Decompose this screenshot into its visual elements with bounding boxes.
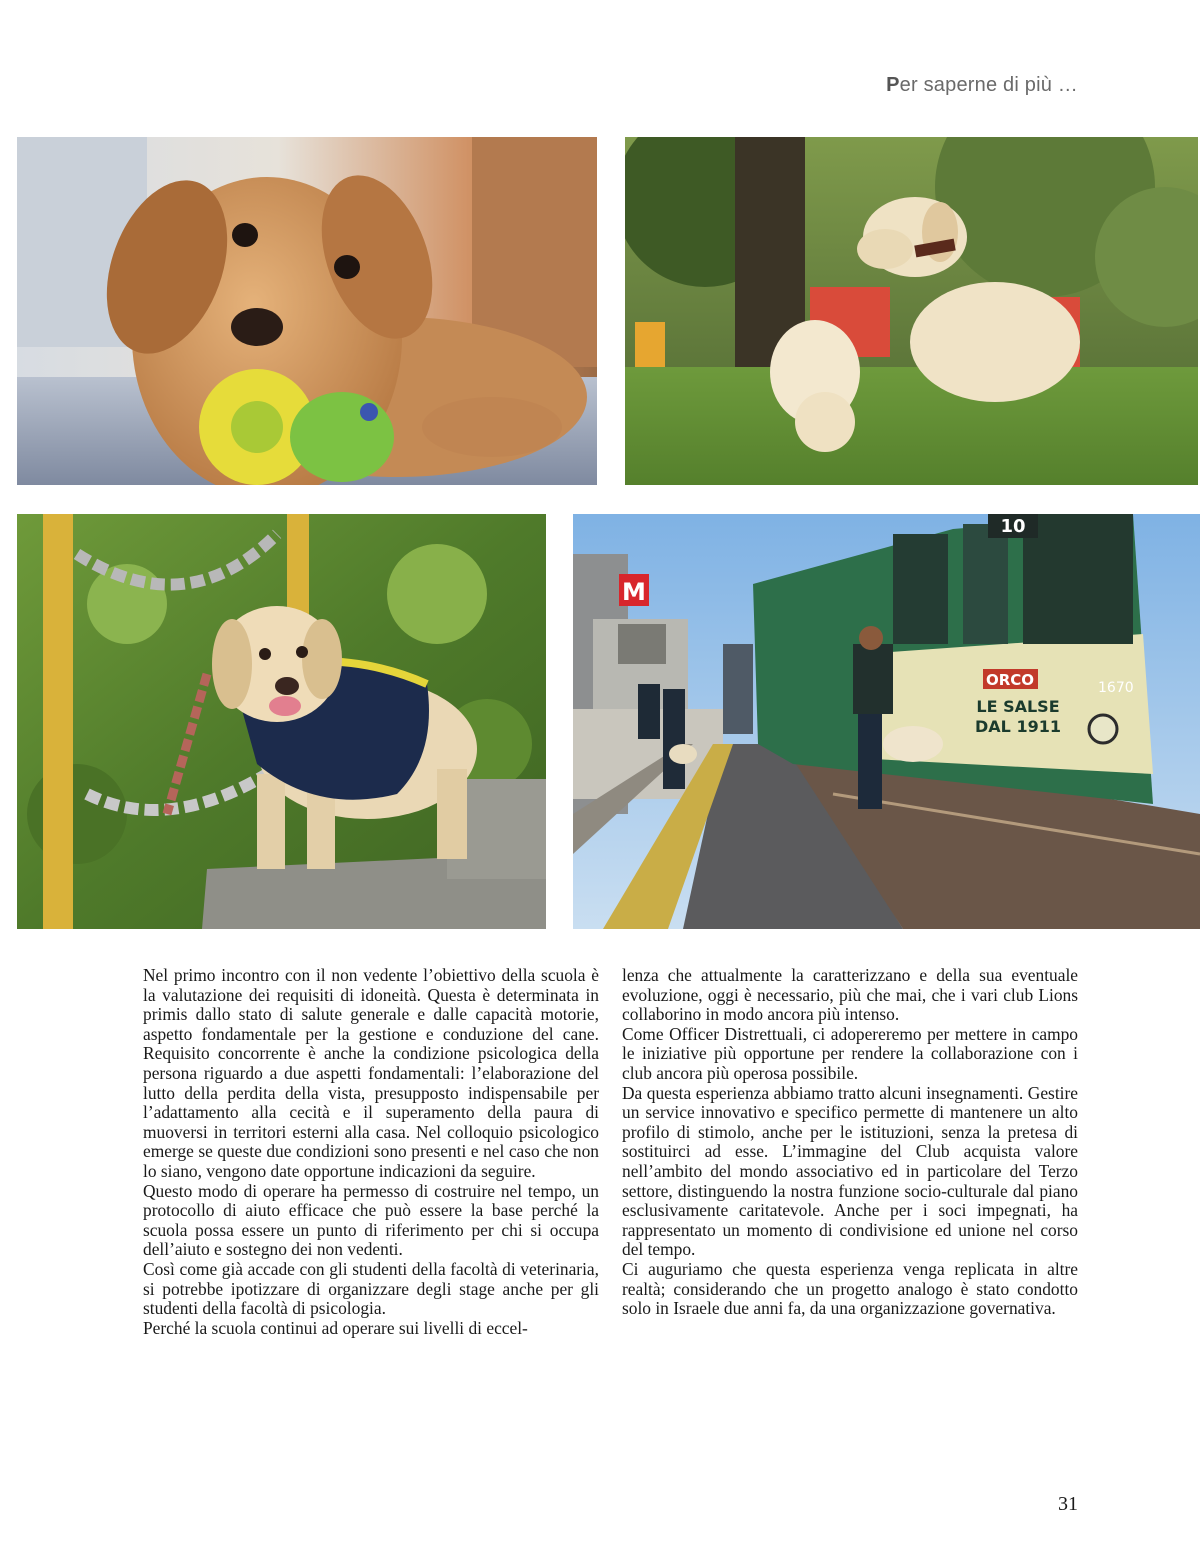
paragraph: Così come già accade con gli studenti della facoltà di veterinaria, si potrebbe ipotizzare di organizzare degli stage anche per gli studenti della facoltà di psicologia. — [143, 1258, 599, 1319]
tram-ad-brand: ORCO — [985, 671, 1035, 689]
running-header — [886, 74, 1078, 97]
paragraph: Da questa esperienza abbiamo tratto alcuni insegnamenti. Gestire un service innovativo e specifico permette di mantenere un alto profilo di stimolo, anche per le istituzioni, senza la pretesa di sostituirci ad esse. L’immagine del Club acquista valore nell’ambito del mondo associativo ed in particolare del Terzo settore, distinguendo la nostra funzione socio-culturale dal piano esclusivamente caritatevole. Anche per i soci impegnati, ha rappresentato un momento di condivisione ed unione nel corso del tempo. — [622, 1082, 1078, 1260]
running-header-initial: P — [886, 74, 900, 96]
metro-sign: M — [622, 578, 646, 606]
paragraph: Questo modo di operare ha permesso di costruire nel tempo, un protocollo di aiuto efficace che può essere la base perché la scuola possa essere un punto di riferimento per chi si occupa dell’aiuto e sostegno dei non vedenti. — [143, 1180, 599, 1260]
running-header-text: er saperne di più … — [899, 74, 1078, 96]
paragraph: lenza che attualmente la caratterizzano e della sua eventuale evoluzione, oggi è necessario, più che mai, che i vari club Lions collaborino in modo ancora più intenso. — [622, 965, 1078, 1025]
two-labradors-on-grass-photo — [625, 137, 1198, 485]
paragraph: Come Officer Distrettuali, ci adopereremo per mettere in campo le iniziative più opportune per rendere la collaborazione con i club ancora più operosa possibile. — [622, 1023, 1078, 1083]
tram-fleet-number: 1670 — [1098, 680, 1134, 696]
paragraph: Perché la scuola continui ad operare sui livelli di eccel- — [143, 1317, 528, 1338]
paragraph: Ci auguriamo che questa esperienza venga replicata in altre realtà; considerando che un progetto analogo è stato condotto solo in Israele due anni fa, da una organizzazione governativa. — [622, 1258, 1078, 1319]
tram-ad-line-2: DAL 1911 — [975, 717, 1061, 736]
article-column-left — [143, 966, 599, 1338]
puppy-with-toy-photo — [17, 137, 597, 485]
puppy-in-vest-photo — [17, 514, 546, 929]
paragraph: Nel primo incontro con il non vedente l’obiettivo della scuola è la valutazione dei requisiti di idoneità. Questa è determinata in primis dallo stato di salute generale e dalle capacità motorie, aspetto fondamentale per la gestione e conduzione del cane. Requisito concorrente è anche la condizione psicologica della persona riguardo a due aspetti fondamentali: l’elaborazione del lutto della perdita della vista, presupposto indispensabile per l’adattamento alla cecità e il superamento della paura di muoversi in territori esterni alla casa. Nel colloquio psicologico emerge se queste due condizioni sono presenti e nel caso che non lo siano, vengono date opportune indicazioni da seguire. — [143, 965, 599, 1181]
article-column-right — [622, 966, 1078, 1319]
tram-with-guide-dog-photo — [573, 514, 1200, 929]
tram-ad-line-1: LE SALSE — [976, 697, 1060, 716]
tram-route-number: 10 — [1000, 516, 1026, 537]
page-number: 31 — [1058, 1493, 1078, 1515]
